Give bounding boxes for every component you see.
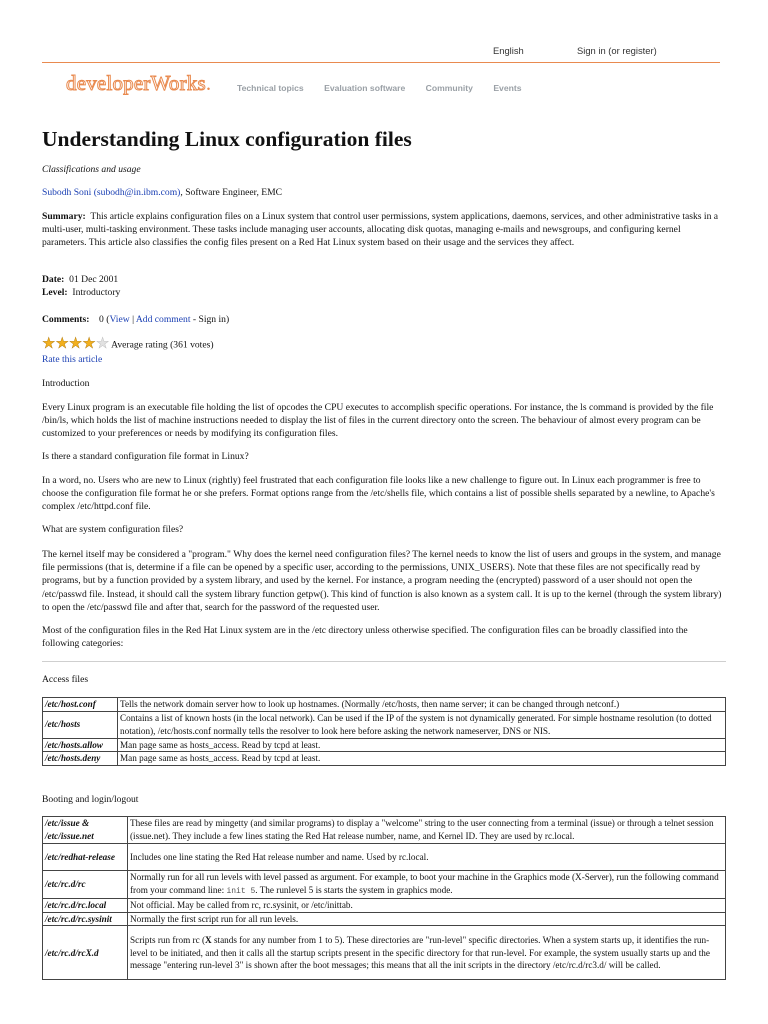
access-heading: Access files — [42, 674, 89, 685]
rating-line — [42, 338, 726, 352]
booting-files-table — [42, 816, 726, 980]
answer-system-files: The kernel itself may be considered a "program." Why does the kernel need configuration files? The kernel needs to know the list of users and groups in the system, and manage file permissions (that is, determine if a file can be opened by a specific user, according to the permissions, UNIX_USERS). Note that these files are not specifically read by programs, but by a function provided by a system library, and used by the kernel. For instance, a program needing the (encrypted) password of a user should not open the /etc/passwd file. Instead, it should call the system library function getpw(). This kind of function is also known as a system call. It is up to the kernel (through the system library) to open the /etc/passwd file and after that, search for the password of the requested user. — [42, 549, 722, 613]
comments-signin: - Sign in) — [192, 314, 230, 325]
file-key: /etc/issue & /etc/issue.net — [43, 817, 128, 844]
desc-bold: X — [205, 934, 212, 945]
signin-link[interactable]: Sign in (or register) — [577, 45, 657, 56]
categories-paragraph: Most of the configuration files in the Red Hat Linux system are in the /etc directory unless otherwise specified. The configuration files can be broadly classified into the following categories: — [42, 625, 688, 650]
file-key: /etc/hosts.deny — [43, 752, 118, 766]
desc-part: Scripts run from rc ( — [130, 934, 206, 945]
article-subtitle: Classifications and usage — [42, 164, 141, 175]
author-name-link[interactable]: Subodh Soni — [42, 187, 92, 198]
question-system-files: What are system configuration files? — [42, 524, 184, 535]
file-key: /etc/hosts.allow — [43, 738, 118, 752]
rating-stars — [42, 338, 109, 352]
file-key: /etc/host.conf — [43, 698, 118, 712]
table-row — [43, 871, 726, 899]
nav-evaluation-software[interactable]: Evaluation software — [324, 83, 406, 93]
file-desc — [128, 871, 726, 899]
table-row — [43, 738, 726, 752]
answer-format: In a word, no. Users who are new to Linux (rightly) feel frustrated that each configuration file looks like a new challenge to figure out. In Linux each programmer is free to choose the configuration file format he or she prefers. Format options range from the /etc/shells file, which contains a list of possible shells separated by a newline, to Apache's complex /etc/httpd.conf file. — [42, 475, 715, 513]
logo-text: developerWorks — [66, 71, 206, 95]
page-title: Understanding Linux configuration files — [42, 127, 412, 151]
level-label: Level: — [42, 287, 68, 298]
star-icon[interactable]: ★ — [82, 336, 96, 352]
file-key: /etc/rc.d/rc — [43, 871, 128, 899]
question-format: Is there a standard configuration file format in Linux? — [42, 451, 249, 462]
comments-separator: | — [132, 314, 134, 325]
file-desc: Normally the first script run for all run levels. — [128, 912, 726, 926]
nav-community[interactable]: Community — [425, 83, 473, 93]
comments-open-paren: ( — [106, 314, 110, 325]
file-desc: Includes one line stating the Red Hat release number and name. Used by rc.local. — [128, 844, 726, 871]
level-line — [42, 286, 726, 299]
table-row — [43, 899, 726, 913]
date-value: 01 Dec 2001 — [69, 274, 119, 285]
top-utility-bar — [0, 44, 768, 58]
desc-part: stands for any number from 1 to 5). These directories are "run-level" specific directories. When a system starts up, it identifies the run-level to be initiated, and then it calls all the startup scripts present in the specific directory for that run-level. For example, the system usually starts up and the message "entering run-level 3" is shown after the boot messages; this means that all the init scripts in the directory /etc/rc.d/rc3.d/ will be called. — [130, 934, 710, 971]
file-key: /etc/redhat-release — [43, 844, 128, 871]
author-role: , Software Engineer, EMC — [180, 187, 283, 198]
file-desc: Man page same as hosts_access. Read by tcpd at least. — [118, 752, 726, 766]
desc-part: . The runlevel 5 is starts the system in graphics mode. — [255, 884, 453, 895]
file-desc: These files are read by mingetty (and similar programs) to display a "welcome" string to the user connecting from a terminal (issue) or through a telnet session (issue.net). They include a few lines stating the Red Hat release number, name, and Kernel ID. They are used by rc.local. — [128, 817, 726, 844]
file-key: /etc/hosts — [43, 711, 118, 738]
file-desc: Tells the network domain server how to look up hostnames. (Normally /etc/hosts, then name server; it can be changed through netconf.) — [118, 698, 726, 712]
file-key: /etc/rc.d/rc.sysinit — [43, 912, 128, 926]
table-row — [43, 711, 726, 738]
header-divider — [42, 62, 720, 63]
comments-label: Comments: — [42, 314, 90, 325]
file-key: /etc/rc.d/rc.local — [43, 899, 128, 913]
access-files-table — [42, 697, 726, 766]
comments-count: 0 — [99, 314, 104, 325]
add-comment-link[interactable]: Add comment — [135, 314, 191, 325]
developerworks-logo[interactable] — [66, 71, 212, 95]
table-row — [43, 912, 726, 926]
booting-heading: Booting and login/logout — [42, 794, 139, 805]
date-line — [42, 273, 726, 286]
file-desc — [128, 926, 726, 980]
nav-events[interactable]: Events — [493, 83, 522, 93]
table-row — [43, 844, 726, 871]
file-desc: Man page same as hosts_access. Read by tcpd at least. — [118, 738, 726, 752]
star-icon[interactable]: ★ — [55, 336, 69, 352]
summary-label: Summary: — [42, 211, 86, 222]
intro-paragraph: Every Linux program is an executable file holding the list of opcodes the CPU executes to accomplish specific operations. For instance, the ls command is provided by the file /bin/ls, which holds the list of machine instructions needed to display the list of files in the current directory onto the screen. The behaviour of almost every program can be customized to your preferences or needs by modifying its configuration files. — [42, 402, 714, 440]
summary — [42, 210, 726, 250]
section-divider — [42, 661, 726, 662]
table-row — [43, 752, 726, 766]
star-icon[interactable]: ★ — [42, 336, 56, 352]
table-row — [43, 817, 726, 844]
main-nav — [237, 82, 540, 95]
star-icon[interactable]: ★ — [95, 336, 110, 352]
desc-part: Normally run for all run levels with level passed as argument. For example, to boot your machine in the Graphics mode (X-Server), run the following command from your command line: — [130, 872, 719, 895]
file-desc: Not official. May be called from rc, rc.sysinit, or /etc/inittab. — [128, 899, 726, 913]
summary-text: This article explains configuration files on a Linux system that control user permissions, system applications, daemons, services, and other administrative tasks in a multi-user, multi-tasking environment. These tasks include managing user accounts, allocating disk quotas, managing e-mails and newsgroups, and configuring kernel parameters. This article also classifies the config files present on a Red Hat Linux system based on their usage and the services they affect. — [42, 211, 719, 249]
intro-heading: Introduction — [42, 378, 90, 389]
logo-dot: . — [205, 71, 212, 95]
nav-technical-topics[interactable]: Technical topics — [237, 83, 304, 93]
file-key: /etc/rc.d/rcX.d — [43, 926, 128, 980]
view-comments-link[interactable]: View — [109, 314, 130, 325]
date-label: Date: — [42, 274, 65, 285]
command-code: init 5 — [226, 886, 256, 896]
author-line — [42, 186, 726, 199]
rate-article-link[interactable]: Rate this article — [42, 354, 103, 365]
file-desc: Contains a list of known hosts (in the local network). Can be used if the IP of the system is not dynamically generated. For simple hostname resolution (to dotted notation), /etc/hosts.conf normally tells the resolver to look here before asking the network nameserver, DNS or NIS. — [118, 711, 726, 738]
table-row — [43, 698, 726, 712]
comments-line — [42, 313, 726, 326]
table-row — [43, 926, 726, 980]
language-link[interactable]: English — [493, 45, 524, 56]
rate-line — [42, 353, 726, 366]
star-icon[interactable]: ★ — [68, 336, 83, 352]
author-email-link[interactable]: (subodh@in.ibm.com) — [93, 187, 181, 198]
level-value: Introductory — [72, 287, 121, 298]
rating-text: Average rating (361 votes) — [111, 339, 214, 351]
